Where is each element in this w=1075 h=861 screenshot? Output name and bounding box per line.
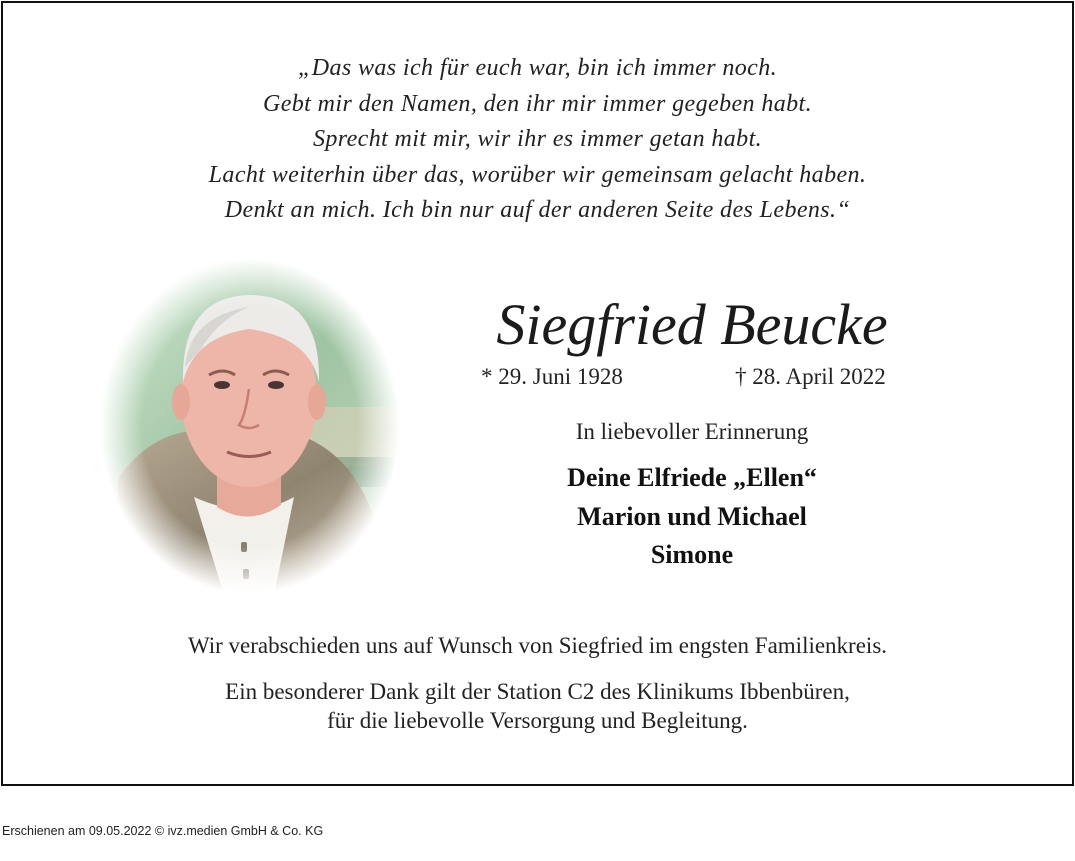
obituary-notice	[1, 1, 1074, 786]
quote-line: Sprecht mit mir, wir ihr es immer getan habt.	[312, 126, 763, 152]
deceased-name: Siegfried Beucke	[496, 292, 888, 357]
memorial-quote	[3, 51, 1072, 229]
family-member: Simone	[650, 540, 734, 569]
quote-line: Denkt an mich. Ich bin nur auf der anderen Seite des Lebens.“	[224, 197, 851, 223]
family-member: Marion und Michael	[577, 501, 807, 531]
quote-line: Lacht weiterhin über das, worüber wir gemeinsam gelacht haben.	[208, 161, 867, 188]
birth-date: * 29. Juni 1928	[481, 364, 623, 389]
thanks-line: Ein besonderer Dank gilt der Station C2 des Klinikums Ibbenbüren,	[225, 679, 850, 704]
quote-line: „Das was ich für euch war, bin ich immer noch.	[297, 55, 778, 81]
thanks-line: für die liebevolle Versorgung und Begleitung.	[327, 708, 748, 733]
death-date: † 28. April 2022	[735, 364, 886, 389]
portrait-photo	[99, 257, 401, 595]
thanks-note	[3, 677, 1072, 735]
publication-credit: Erschienen am 09.05.2022 © ivz.medien GmbH & Co. KG	[2, 824, 324, 838]
family-member: Deine Elfriede „Ellen“	[567, 463, 817, 492]
farewell-note: Wir verabschieden uns auf Wunsch von Siegfried im engsten Familienkreis.	[187, 633, 888, 658]
family-names	[458, 459, 926, 575]
memory-line: In liebevoller Erinnerung	[575, 419, 809, 444]
quote-line: Gebt mir den Namen, den ihr mir immer gegeben habt.	[263, 90, 812, 117]
